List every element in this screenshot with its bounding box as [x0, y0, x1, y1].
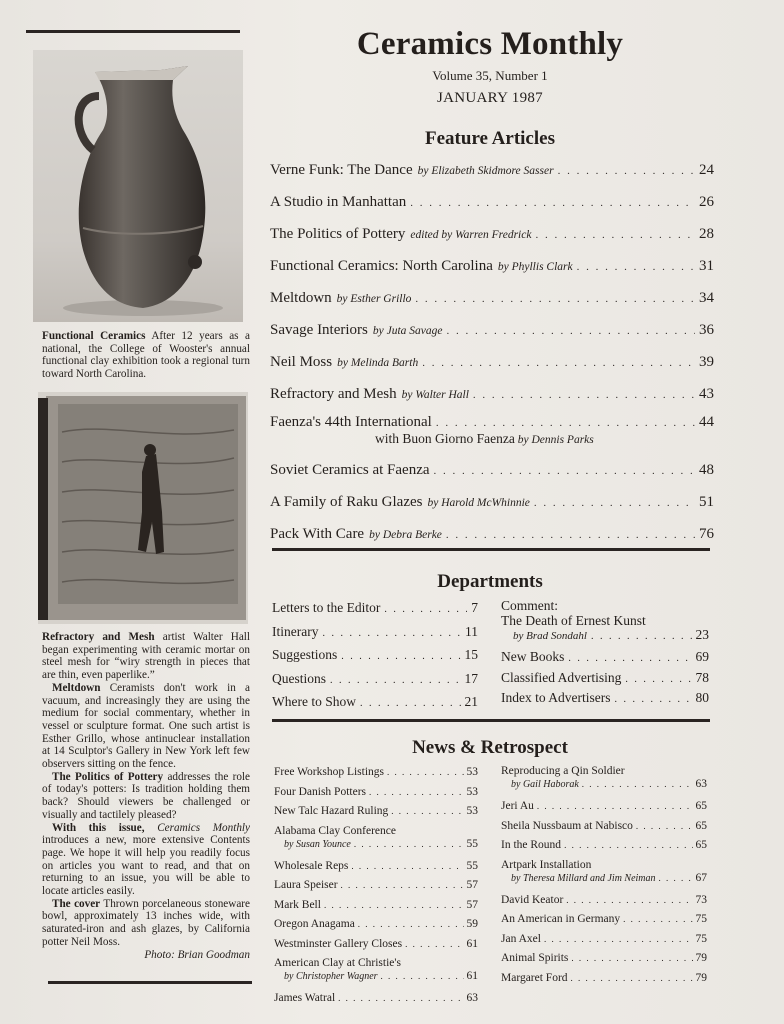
- feature-row[interactable]: [270, 462, 714, 482]
- pitcher-photo: [33, 50, 243, 322]
- news-page: 73: [695, 893, 707, 906]
- department-page: 78: [695, 670, 709, 685]
- news-byline-row[interactable]: [284, 970, 478, 986]
- feature-row[interactable]: [270, 526, 714, 546]
- news-row[interactable]: [501, 800, 707, 816]
- caption-cover-lead: The cover: [52, 897, 101, 910]
- news-row[interactable]: [274, 805, 478, 821]
- feature-row[interactable]: [270, 354, 714, 374]
- leader-dots: [566, 895, 692, 905]
- department-row[interactable]: [501, 670, 709, 688]
- department-page: 21: [464, 694, 478, 709]
- news-byline-row[interactable]: [511, 778, 707, 794]
- news-byline: by Theresa Millard and Jim Neiman: [511, 872, 656, 884]
- feature-page: 39: [699, 354, 714, 370]
- department-title: Questions: [272, 670, 326, 686]
- department-row[interactable]: [272, 694, 478, 712]
- department-row[interactable]: [272, 600, 478, 618]
- department-title: Letters to the Editor: [272, 600, 381, 615]
- feature-page: 48: [699, 462, 714, 478]
- news-title: Jeri Au: [501, 800, 534, 812]
- leader-dots: [405, 939, 463, 949]
- comment-byline-row[interactable]: [513, 627, 709, 645]
- caption-politics-lead: The Politics of Pottery: [52, 770, 164, 783]
- caption-refractory-lead: Refractory and Mesh: [42, 631, 155, 643]
- department-title: New Books: [501, 649, 565, 664]
- news-page: 79: [695, 952, 707, 964]
- leader-dots: [384, 604, 467, 615]
- feature-row[interactable]: [270, 162, 714, 182]
- leader-dots: [614, 694, 691, 705]
- leader-dots: [535, 229, 695, 241]
- news-title: David Keator: [501, 893, 564, 906]
- news-title: Free Workshop Listings: [274, 766, 385, 778]
- leader-dots: [447, 325, 695, 337]
- feature-row[interactable]: [270, 226, 714, 246]
- feature-title: Neil Moss: [270, 354, 333, 370]
- department-page: 11: [465, 623, 478, 639]
- leader-dots: [381, 971, 464, 981]
- department-page: 7: [471, 600, 478, 615]
- news-row[interactable]: [274, 766, 478, 782]
- leader-dots: [558, 165, 695, 177]
- caption-issue: [42, 822, 250, 898]
- leader-dots: [473, 389, 695, 401]
- feature-title: Verne Funk: The Dance: [270, 162, 413, 178]
- news-title: Reproducing a Qin Soldier: [501, 765, 625, 777]
- leader-dots: [636, 821, 693, 831]
- faenza-subtitle: [375, 431, 594, 447]
- feature-row[interactable]: [270, 494, 714, 514]
- department-page: 15: [464, 647, 478, 662]
- feature-page: 76: [699, 526, 714, 542]
- department-title: Classified Advertising: [501, 670, 622, 685]
- news-row[interactable]: [274, 786, 478, 802]
- news-row[interactable]: [274, 918, 478, 934]
- caption-politics: [42, 771, 250, 822]
- department-row[interactable]: [501, 690, 709, 708]
- feature-page: 28: [699, 226, 714, 242]
- leader-dots: [582, 779, 693, 789]
- news-page: 65: [695, 819, 707, 832]
- news-page: 53: [466, 805, 478, 817]
- news-title: Oregon Anagama: [274, 918, 355, 930]
- refractory-mesh-photo: [38, 392, 248, 624]
- caption-meltdown-text: Ceramists don't work in a vacuum, and increasingly they are using the medium for social commentary, whether in vessel or sculpture format. One such artist is Esther Grillo, whose antinuclear installation at 14 Sculptor's Gallery in New York left few observers sitting on the fence.: [42, 681, 250, 771]
- news-title: Wholesale Reps: [274, 859, 349, 872]
- news-retrospect-heading: News & Retrospect: [412, 737, 568, 758]
- caption-meltdown: [42, 682, 250, 771]
- department-row[interactable]: [272, 624, 478, 642]
- feature-page: 36: [699, 322, 714, 338]
- leader-dots: [537, 801, 693, 811]
- leader-dots: [446, 529, 695, 541]
- news-row[interactable]: [274, 899, 478, 915]
- news-title: Jan Axel: [501, 932, 541, 945]
- leader-dots: [577, 261, 695, 273]
- features-end-rule: [272, 548, 710, 551]
- department-title: Index to Advertisers: [501, 690, 611, 705]
- feature-title: Soviet Ceramics at Faenza: [270, 462, 430, 478]
- leader-dots: [591, 631, 692, 642]
- leader-dots: [322, 628, 461, 639]
- feature-title: Functional Ceramics: North Carolina: [270, 258, 493, 274]
- news-page: 63: [695, 778, 707, 790]
- caption-issue-em: Ceramics Monthly: [157, 821, 250, 834]
- caption-refractory: [42, 631, 250, 682]
- comment-label: Comment:: [501, 598, 558, 613]
- feature-byline: edited by Warren Fredrick: [410, 229, 532, 241]
- news-page: 57: [466, 898, 478, 911]
- feature-byline: by Juta Savage: [372, 325, 443, 337]
- news-title: Laura Speiser: [274, 879, 338, 891]
- department-title: Where to Show: [272, 694, 356, 709]
- news-row[interactable]: [501, 933, 707, 949]
- leader-dots: [544, 934, 693, 944]
- leader-dots: [564, 840, 692, 850]
- news-title: New Talc Hazard Ruling: [274, 805, 389, 817]
- leader-dots: [415, 293, 695, 305]
- feature-byline: by Esther Grillo: [336, 293, 412, 305]
- news-page: 55: [466, 837, 478, 850]
- news-row[interactable]: [501, 894, 707, 910]
- feature-row[interactable]: [270, 386, 714, 406]
- feature-row[interactable]: [270, 290, 714, 310]
- departments-heading: Departments: [437, 571, 543, 592]
- leader-dots: [436, 417, 695, 429]
- leader-dots: [324, 900, 464, 910]
- news-title: Sheila Nussbaum at Nabisco: [501, 819, 633, 832]
- feature-page: 24: [699, 162, 714, 178]
- news-page: 53: [466, 785, 478, 798]
- news-row[interactable]: [501, 820, 707, 836]
- feature-byline: by Phyllis Clark: [497, 261, 573, 273]
- leader-dots: [568, 653, 691, 664]
- leader-dots: [623, 914, 692, 924]
- news-title: Artpark Installation: [501, 858, 592, 871]
- department-title: Itinerary: [272, 623, 319, 639]
- news-row[interactable]: [274, 938, 478, 954]
- department-title: Suggestions: [272, 647, 338, 662]
- comment-page: 23: [695, 627, 709, 642]
- department-row[interactable]: [272, 671, 478, 689]
- leader-dots: [369, 787, 464, 797]
- news-title: Animal Spirits: [501, 952, 569, 964]
- news-page: 53: [466, 766, 478, 778]
- news-title: Alabama Clay Conference: [274, 824, 396, 837]
- feature-row[interactable]: [270, 322, 714, 342]
- feature-title: The Politics of Pottery: [270, 226, 406, 242]
- news-title: James Watral: [274, 992, 336, 1004]
- caption-issue-lead: With this issue,: [52, 821, 158, 834]
- caption-functional-text: After 12 years as a national, the College of Wooster's annual functional clay exhibition took a regional turn toward North Carolina.: [42, 330, 250, 381]
- feature-row[interactable]: [270, 194, 714, 214]
- feature-byline: by Melinda Barth: [337, 357, 419, 369]
- feature-title: Faenza's 44th International: [270, 414, 432, 430]
- news-title: Margaret Ford: [501, 971, 568, 984]
- news-row[interactable]: [501, 952, 707, 968]
- news-byline: by Gail Haborak: [511, 779, 579, 790]
- news-page: 65: [695, 839, 707, 851]
- caption-issue-text: introduces a new, more extensive Contents page. We hope it will help you readily focus on articles you want to read, and that on returning to an issue, you will be able to locate articles easily.: [42, 834, 250, 898]
- caption-functional: [42, 330, 250, 381]
- leader-dots: [341, 880, 464, 890]
- news-page: 79: [695, 971, 707, 984]
- feature-title: Pack With Care: [270, 526, 365, 542]
- leader-dots: [571, 973, 693, 983]
- comment-title: The Death of Ernest Kunst: [501, 613, 646, 628]
- caption-meltdown-lead: Meltdown: [52, 681, 101, 694]
- news-row[interactable]: [501, 913, 707, 929]
- feature-page: 51: [699, 494, 714, 510]
- leader-dots: [625, 674, 691, 685]
- caption-cover: [42, 898, 250, 949]
- feature-byline: by Walter Hall: [401, 389, 469, 401]
- caption-refractory-text: artist Walter Hall began experimenting with ceramic mortar on steel mesh for “wiry strength in pieces that are thin, even paperlike.”: [42, 631, 251, 682]
- news-byline-row[interactable]: [511, 872, 707, 888]
- news-page: 55: [466, 859, 478, 872]
- news-row[interactable]: [501, 839, 707, 855]
- feature-byline: by Debra Berke: [369, 529, 442, 541]
- department-page: 80: [695, 690, 709, 705]
- issue-date: JANUARY 1987: [437, 90, 543, 106]
- leader-dots: [360, 698, 461, 709]
- caption-politics-text: addresses the role of today's potters: Is tradition holding them back? Should viewers be challenged or visually and tactilely pleased?: [42, 770, 251, 821]
- departments-end-rule: [272, 719, 710, 722]
- leader-dots: [351, 861, 463, 871]
- news-title: Westminster Gallery Closes: [274, 937, 403, 950]
- leader-dots: [534, 497, 695, 509]
- news-byline: by Susan Younce: [284, 838, 351, 850]
- department-page: 69: [695, 649, 709, 664]
- news-row[interactable]: [274, 992, 478, 1008]
- feature-title: A Studio in Manhattan: [270, 194, 407, 210]
- news-page: 61: [466, 937, 478, 950]
- news-row[interactable]: [501, 972, 707, 988]
- feature-page: 34: [699, 290, 714, 306]
- news-page: 65: [695, 800, 707, 812]
- top-left-rule: [26, 30, 240, 33]
- news-page: 63: [466, 992, 478, 1004]
- comment-byline: by Brad Sondahl: [513, 630, 587, 642]
- feature-title: Meltdown: [270, 290, 332, 306]
- department-row[interactable]: [272, 647, 478, 665]
- photo-credit: Photo: Brian Goodman: [144, 948, 250, 961]
- news-page: 75: [695, 913, 707, 925]
- feature-byline: by Elizabeth Skidmore Sasser: [417, 165, 554, 177]
- leader-dots: [434, 465, 695, 477]
- leader-dots: [422, 357, 695, 369]
- caption-block: [42, 631, 250, 961]
- leader-dots: [410, 197, 695, 209]
- feature-title: A Family of Raku Glazes: [270, 494, 423, 510]
- news-page: 57: [466, 879, 478, 891]
- feature-row[interactable]: [270, 258, 714, 278]
- caption-functional-lead: Functional Ceramics: [42, 330, 146, 342]
- leader-dots: [387, 767, 463, 777]
- feature-page: 44: [699, 414, 714, 430]
- news-row[interactable]: [274, 860, 478, 876]
- magazine-title: Ceramics Monthly: [356, 26, 624, 62]
- leader-dots: [338, 993, 463, 1003]
- news-title: American Clay at Christie's: [274, 957, 401, 969]
- news-row[interactable]: [274, 879, 478, 895]
- news-title: Four Danish Potters: [274, 785, 366, 798]
- volume-number: Volume 35, Number 1: [432, 68, 548, 83]
- leader-dots: [659, 873, 693, 883]
- news-page: 61: [466, 970, 478, 982]
- feature-byline: by Harold McWhinnie: [427, 497, 530, 509]
- feature-title: Savage Interiors: [270, 322, 368, 338]
- bottom-left-rule: [48, 981, 252, 984]
- leader-dots: [330, 675, 461, 686]
- news-title: Mark Bell: [274, 898, 321, 911]
- leader-dots: [341, 651, 460, 662]
- news-title: In the Round: [501, 839, 562, 851]
- news-page: 67: [695, 871, 707, 884]
- caption-cover-text: Thrown porcelaneous stoneware bowl, approximately 13 inches wide, with saturated-iron and ash glazes, by California potter Neil Moss.: [42, 897, 250, 948]
- news-byline-row[interactable]: [284, 838, 478, 854]
- faenza-subtitle-by: by Dennis Parks: [514, 434, 594, 446]
- news-byline: by Christopher Wagner: [284, 971, 378, 982]
- news-page: 59: [466, 918, 478, 930]
- feature-page: 43: [699, 386, 714, 402]
- leader-dots: [571, 953, 692, 963]
- leader-dots: [391, 806, 463, 816]
- department-page: 17: [464, 670, 478, 686]
- news-page: 75: [695, 932, 707, 945]
- news-title: An American in Germany: [501, 913, 621, 925]
- feature-page: 26: [699, 194, 714, 210]
- feature-page: 31: [699, 258, 714, 274]
- feature-articles-heading: Feature Articles: [425, 128, 555, 149]
- leader-dots: [358, 919, 464, 929]
- faenza-subtitle-with: with Buon Giorno Faenza: [375, 431, 515, 446]
- feature-title: Refractory and Mesh: [270, 386, 397, 402]
- department-row[interactable]: [501, 649, 709, 667]
- leader-dots: [354, 839, 464, 849]
